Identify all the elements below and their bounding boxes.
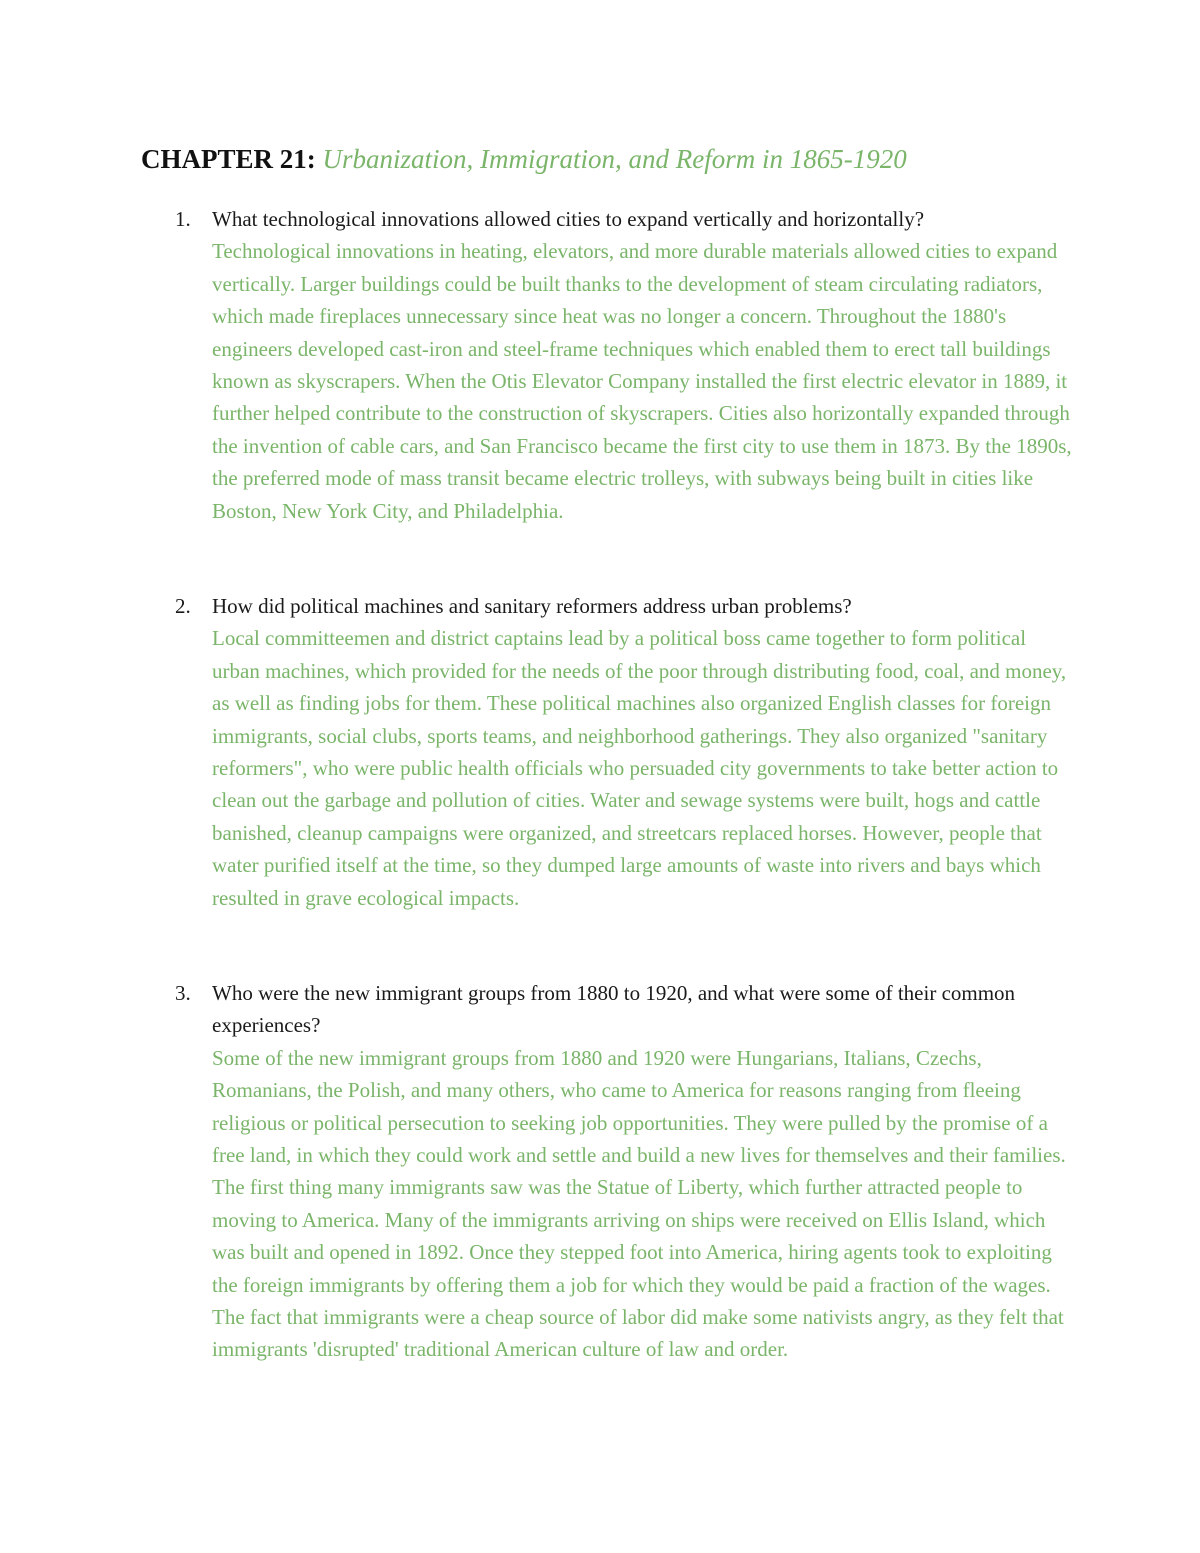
question-text: What technological innovations allowed cities to expand vertically and horizontally?	[212, 207, 925, 231]
question-item	[175, 590, 1075, 914]
question-number: 2.	[175, 594, 191, 618]
question-number: 1.	[175, 207, 191, 231]
chapter-label: CHAPTER 21:	[141, 144, 316, 174]
question-body	[212, 977, 1072, 1366]
question-body	[212, 203, 1072, 527]
chapter-title: Urbanization, Immigration, and Reform in 1865-1920	[322, 144, 907, 174]
question-item	[175, 977, 1075, 1366]
answer-text: Technological innovations in heating, elevators, and more durable materials allowed cities to expand vertically. Larger buildings could be built thanks to the development of steam circulating radiators, which made fireplaces unnecessary since heat was no longer a concern. Throughout the 1880's engineers developed cast-iron and steel-frame techniques which enabled them to erect tall buildings known as skyscrapers. When the Otis Elevator Company installed the first electric elevator in 1889, it further helped contribute to the construction of skyscrapers. Cities also horizontally expanded through the invention of cable cars, and San Francisco became the first city to use them in 1873. By the 1890s, the preferred mode of mass transit became electric trolleys, with subways being built in cities like Boston, New York City, and Philadelphia.	[212, 239, 1072, 523]
question-text: How did political machines and sanitary reformers address urban problems?	[212, 594, 852, 618]
question-number: 3.	[175, 981, 191, 1005]
question-item	[175, 203, 1075, 527]
question-body	[212, 590, 1072, 914]
chapter-heading	[141, 142, 907, 176]
answer-text: Some of the new immigrant groups from 1880 and 1920 were Hungarians, Italians, Czechs, Romanians, the Polish, and many others, who came to America for reasons ranging from fleeing religious or political persecution to seeking job opportunities. They were pulled by the promise of a free land, in which they could work and settle and build a new lives for themselves and their families. The first thing many immigrants saw was the Statue of Liberty, which further attracted people to moving to America. Many of the immigrants arriving on ships were received on Ellis Island, which was built and opened in 1892. Once they stepped foot into America, hiring agents took to exploiting the foreign immigrants by offering them a job for which they would be paid a fraction of the wages. The fact that immigrants were a cheap source of labor did make some nativists angry, as they felt that immigrants 'disrupted' traditional American culture of law and order.	[212, 1045, 1066, 1362]
answer-text: Local committeemen and district captains lead by a political boss came together to form political urban machines, which provided for the needs of the poor through distributing food, coal, and money, as well as finding jobs for them. These political machines also organized English classes for foreign immigrants, social clubs, sports teams, and neighborhood gatherings. They also organized "sanitary reformers", who were public health officials who persuaded city governments to take better action to clean out the garbage and pollution of cities. Water and sewage systems were built, hogs and cattle banished, cleanup campaigns were organized, and streetcars replaced horses. However, people that water purified itself at the time, so they dumped large amounts of waste into rivers and bays which resulted in grave ecological impacts.	[212, 626, 1067, 910]
question-text: Who were the new immigrant groups from 1880 to 1920, and what were some of their common experiences?	[212, 981, 1016, 1038]
